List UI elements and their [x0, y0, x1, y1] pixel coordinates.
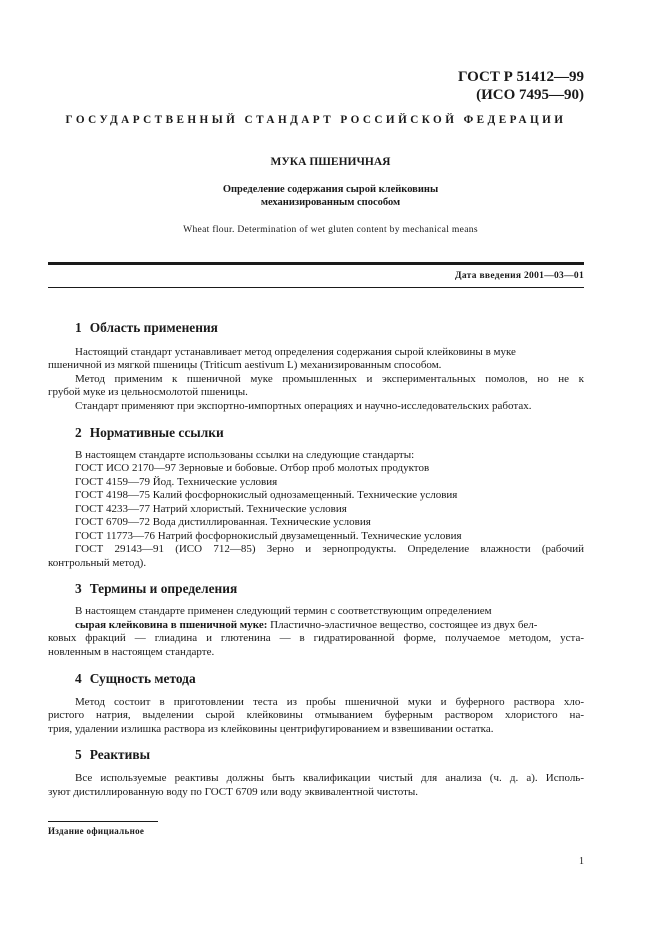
standard-designation — [458, 68, 584, 104]
section-5-heading — [75, 747, 150, 763]
paragraph-line: В настоящем стандарте использованы ссылки на следующие стандарты: — [75, 449, 415, 461]
paragraph-line: трия, удалении излишка раствора из клейковины центрифугированием и взвешивании остатка. — [48, 723, 494, 735]
defined-term: сырая клейковина в пшеничной муке: — [75, 619, 268, 631]
reference-line: ГОСТ 29143—91 (ИСО 712—85) Зерно и зернопродукты. Определение влажности (рабочий — [75, 543, 584, 555]
paragraph-line: Метод состоит в приготовлении теста из пробы пшеничной муки и буферного раствора хло- — [75, 696, 584, 708]
header-rule — [48, 262, 584, 265]
section-number: 5 — [75, 747, 82, 762]
paragraph-line: Стандарт применяют при экспортно-импортных операциях и научно-исследовательских работах. — [75, 400, 532, 412]
reference-line: ГОСТ 11773—76 Натрий фосфорнокислый двузамещенный. Технические условия — [75, 530, 462, 542]
reference-line: ГОСТ 6709—72 Вода дистиллированная. Технические условия — [75, 516, 371, 528]
gost-code: ГОСТ Р 51412—99 — [457, 69, 584, 85]
introduction-date: Дата введения 2001—03—01 — [455, 271, 584, 281]
section-number: 1 — [75, 320, 82, 335]
paragraph-line: Настоящий стандарт устанавливает метод определения содержания сырой клейковины в муке — [75, 346, 516, 358]
paragraph-line: Все используемые реактивы должны быть квалификации чистый для анализа (ч. д. а). Исполь- — [75, 772, 584, 784]
section-title: Сущность метода — [89, 671, 196, 686]
reference-line: ГОСТ 4233—77 Натрий хлористый. Технические условия — [75, 503, 347, 515]
iso-code: (ИСО 7495—90) — [476, 87, 584, 103]
english-title: Wheat flour. Determination of wet gluten content by mechanical means — [183, 224, 478, 235]
section-4-heading — [75, 671, 196, 687]
edition-label: Издание официальное — [48, 826, 145, 836]
section-1-heading — [75, 320, 218, 336]
paragraph-line: ковых фракций — глиадина и глютенина — в гидратированной форме, получаемое методом, уста- — [48, 632, 584, 644]
page-number: 1 — [579, 856, 584, 867]
section-title: Область применения — [89, 320, 218, 335]
section-3-heading — [75, 581, 237, 597]
section-number: 2 — [75, 425, 82, 440]
section-title: Нормативные ссылки — [89, 425, 224, 440]
paragraph-line: зуют дистиллированную воду по ГОСТ 6709 или воду эквивалентной чистоты. — [48, 786, 419, 798]
paragraph-line: грубой муке из цельносмолотой пшеницы. — [48, 386, 248, 398]
paragraph-line: Метод применим к пшеничной муке промышленных и экспериментальных помолов, но не к — [75, 373, 584, 385]
state-standard-heading: ГОСУДАРСТВЕННЫЙ СТАНДАРТ РОССИЙСКОЙ ФЕДЕРАЦИИ — [65, 114, 567, 126]
footer-rule — [48, 821, 158, 822]
section-2-heading — [75, 425, 224, 441]
subtitle-line-2: механизированным способом — [260, 197, 401, 208]
reference-line: контрольный метод). — [48, 557, 147, 569]
reference-line: ГОСТ 4198—75 Калий фосфорнокислый однозамещенный. Технические условия — [75, 489, 458, 501]
reference-line: ГОСТ 4159—79 Йод. Технические условия — [75, 476, 278, 488]
paragraph-line: новленным в настоящем стандарте. — [48, 646, 215, 658]
term-definition: Пластично-эластичное вещество, состоящее из двух бел- — [270, 619, 538, 631]
section-number: 4 — [75, 671, 82, 686]
term-definition-line — [75, 619, 537, 632]
paragraph-line: В настоящем стандарте применен следующий термин с соответствующим определением — [75, 605, 492, 617]
section-number: 3 — [75, 581, 82, 596]
paragraph-line: ристого натрия, выделении сырой клейковины отмыванием буферным раствором хлористого на- — [48, 709, 584, 721]
section-title: Термины и определения — [89, 581, 238, 596]
subtitle-line-1: Определение содержания сырой клейковины — [222, 184, 439, 195]
paragraph-line: пшеничной из мягкой пшеницы (Triticum aestivum L) механизированным способом. — [48, 359, 442, 371]
reference-line: ГОСТ ИСО 2170—97 Зерновые и бобовые. Отбор проб молотых продуктов — [75, 462, 430, 474]
document-title: МУКА ПШЕНИЧНАЯ — [270, 156, 391, 168]
date-rule — [48, 287, 584, 288]
document-subtitle — [0, 183, 661, 209]
section-title: Реактивы — [89, 747, 151, 762]
